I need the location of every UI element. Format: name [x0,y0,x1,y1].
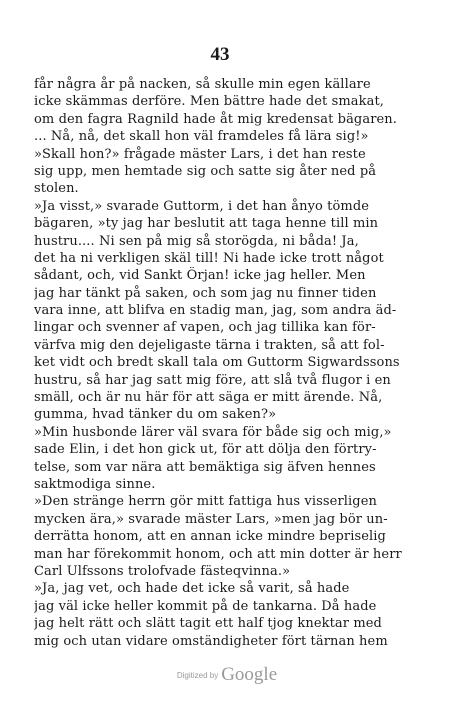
watermark-prefix: Digitized by [176,671,219,680]
google-logo: Google [221,664,278,685]
text-line: ket vidt och bredt skall tala om Guttorm Sigwardssons [34,355,400,371]
page-number: 43 [210,44,230,65]
text-line: bägaren, »ty jag har beslutit att taga henne till min [34,216,379,232]
text-line: jag väl icke heller kommit på de tankarna. Då hade [34,598,377,614]
body-text [34,76,438,650]
text-line: får några år på nacken, så skulle min egen källare [34,77,371,92]
text-line: saktmodiga sinne. [34,476,156,492]
text-line: smäll, och är nu här för att säga er mitt ärende. Nå, [34,390,383,406]
text-line: jag har tänkt på saken, och som jag nu finner tiden [34,285,377,301]
text-line: lingar och svenner af vapen, och jag tillika kan för- [34,320,376,336]
text-line: telse, som var nära att bemäktiga sig äfven hennes [34,459,376,475]
text-line: »Ja, jag vet, och hade det icke så varit, så hade [34,581,350,597]
text-line: derrätta honom, att en annan icke mindre bepriselig [34,529,386,545]
text-line: »Min husbonde lärer väl svara för både sig och mig,» [34,424,392,440]
text-line: sig upp, men hemtade sig och satte sig åter ned på [34,163,377,179]
text-line: vara inne, att blifva en stadig man, jag, som andra äd- [34,303,397,319]
text-line: sådant, och, vid Sankt Örjan! icke jag heller. Men [34,268,366,284]
text-line: »Skall hon?» frågade mäster Lars, i det han reste [34,146,366,162]
text-line: stolen. [34,181,79,197]
text-line: man har förekommit honom, och att min dotter är herr [34,546,402,562]
text-line: jag helt rätt och slätt tagit ett half tjog knektar med [34,616,382,632]
text-line: hustru, så har jag satt mig före, att slå två flugor i en [34,372,391,388]
text-line: »Ja visst,» svarade Guttorm, i det han ånyo tömde [34,198,370,214]
text-line: mig och utan vidare omständigheter fört tärnan hem [34,633,388,649]
text-line: det ha ni verkligen skäl till! Ni hade icke trott något [34,250,384,266]
text-line: värfva mig den dejeligaste tärna i trakten, så att fol- [34,337,385,353]
text-line: sade Elin, i det hon gick ut, för att dölja den förtry- [34,442,377,458]
digitized-watermark [0,664,454,686]
text-line: Carl Ulfssons trolofvade fästeqvinna.» [34,563,291,579]
text-line: om den fagra Ragnild hade åt mig kredensat bägaren. [34,111,398,127]
text-line: icke skämmas derföre. Men bättre hade det smakat, [34,94,385,110]
text-line: »Den stränge herrn gör mitt fattiga hus visserligen [34,494,377,510]
text-line: hustru.... Ni sen på mig så storögda, ni båda! Ja, [34,233,359,249]
text-line: gumma, hvad tänker du om saken?» [34,407,277,423]
text-line: ... Nå, nå, det skall hon väl framdeles få lära sig!» [34,129,369,145]
text-line: mycken ära,» svarade mäster Lars, »men jag bör un- [34,511,388,527]
